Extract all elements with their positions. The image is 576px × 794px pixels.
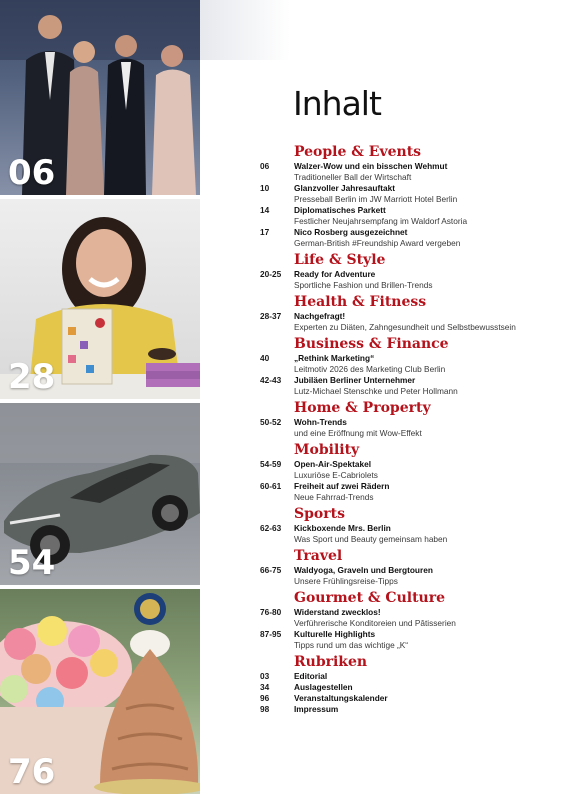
page-number-label: 76	[8, 752, 56, 792]
photo-people-events	[0, 0, 200, 195]
toc-entry	[260, 353, 570, 375]
toc-page-number: 66-75	[260, 565, 282, 575]
toc-text	[294, 205, 570, 227]
toc-page-number: 98	[260, 704, 270, 714]
toc-entry-title: Nachgefragt!	[294, 311, 346, 321]
toc-entry-title: Waldyoga, Graveln und Bergtouren	[294, 565, 433, 575]
toc-entry-subtitle: Verführerische Konditoreien und Pâtisserien	[294, 618, 456, 628]
toc-entry-subtitle: Tipps rund um das wichtige „K“	[294, 640, 409, 650]
toc-entry	[260, 311, 570, 333]
toc-text	[294, 629, 570, 651]
toc-entry-subtitle: Luxuriöse E-Cabriolets	[294, 470, 378, 480]
page-number-label: 28	[8, 357, 56, 397]
toc-text	[294, 481, 570, 503]
section-heading: Mobility	[294, 442, 360, 458]
toc-entry	[260, 693, 570, 704]
section-heading: People & Events	[294, 144, 422, 160]
toc-page-number: 34	[260, 682, 270, 692]
toc-entry-subtitle: Unsere Frühlingsreise-Tipps	[294, 576, 398, 586]
toc-entry-title: Widerstand zwecklos!	[294, 607, 381, 617]
toc-entry-subtitle: Sportliche Fashion und Brillen-Trends	[294, 280, 433, 290]
toc-page-number: 17	[260, 227, 270, 237]
section-heading: Health & Fitness	[294, 294, 427, 310]
toc-entry	[260, 459, 570, 481]
toc-text	[294, 671, 570, 682]
toc-text	[294, 693, 570, 704]
toc-entry-title: Kickboxende Mrs. Berlin	[294, 523, 391, 533]
section-heading: Sports	[294, 506, 345, 522]
toc-page-number: 20-25	[260, 269, 282, 279]
toc-entry-subtitle: Neue Fahrrad-Trends	[294, 492, 374, 502]
toc-text	[294, 565, 570, 587]
section-heading: Life & Style	[294, 252, 386, 268]
toc-entry-subtitle: und eine Eröffnung mit Wow-Effekt	[294, 428, 422, 438]
toc-entry-subtitle: Festlicher Neujahrsempfang im Waldorf Astoria	[294, 216, 468, 226]
toc-entry-title: Impressum	[294, 704, 339, 714]
toc-entry-title: Freiheit auf zwei Rädern	[294, 481, 390, 491]
toc-entry	[260, 481, 570, 503]
section-heading: Rubriken	[294, 654, 368, 670]
toc-entry	[260, 417, 570, 439]
toc-entry-subtitle: German-British #Freundship Award vergeben	[294, 238, 461, 248]
toc-entry	[260, 183, 570, 205]
toc-text	[294, 227, 570, 249]
toc-page-number: 06	[260, 161, 270, 171]
toc-entry-subtitle: Was Sport und Beauty gemeinsam haben	[294, 534, 448, 544]
toc-entry	[260, 205, 570, 227]
toc-entry-title: Wohn-Trends	[294, 417, 347, 427]
toc-text	[294, 459, 570, 481]
toc-entry-title: Diplomatisches Parkett	[294, 205, 386, 215]
toc-page-number: 14	[260, 205, 270, 215]
toc-entry-title: Ready for Adventure	[294, 269, 376, 279]
toc-entry-title: Editorial	[294, 671, 328, 681]
toc-entry-title: Auslagestellen	[294, 682, 353, 692]
toc-page-number: 96	[260, 693, 270, 703]
toc-entry	[260, 671, 570, 682]
toc-text	[294, 375, 570, 397]
toc-entry	[260, 227, 570, 249]
toc-text	[294, 183, 570, 205]
toc-entry-title: Nico Rosberg ausgezeichnet	[294, 227, 408, 237]
section-heading: Gourmet & Culture	[294, 590, 445, 606]
toc-page-number: 62-63	[260, 523, 282, 533]
toc-text	[294, 311, 570, 333]
toc-text	[294, 161, 570, 183]
toc-page-number: 87-95	[260, 629, 282, 639]
toc-text	[294, 417, 570, 439]
toc-entry	[260, 704, 570, 715]
toc-entry	[260, 269, 570, 291]
toc-entry-subtitle: Traditioneller Ball der Wirtschaft	[294, 172, 412, 182]
toc-page-number: 54-59	[260, 459, 282, 469]
toc-page-number: 60-61	[260, 481, 282, 491]
toc-page-number: 28-37	[260, 311, 282, 321]
toc-page-number: 50-52	[260, 417, 282, 427]
toc-entry	[260, 161, 570, 183]
photo-health-fitness	[0, 199, 200, 399]
toc-page-number: 10	[260, 183, 270, 193]
toc-entry	[260, 375, 570, 397]
page-title: Inhalt	[293, 84, 381, 123]
photo-gourmet	[0, 589, 200, 794]
toc-entry	[260, 565, 570, 587]
toc-entry-title: Jubiläen Berliner Unternehmer	[294, 375, 416, 385]
toc-page-number: 42-43	[260, 375, 282, 385]
toc-page-number: 40	[260, 353, 270, 363]
toc-text	[294, 523, 570, 545]
toc-entry	[260, 523, 570, 545]
section-heading: Business & Finance	[294, 336, 449, 352]
toc-text	[294, 704, 570, 715]
toc-text	[294, 353, 570, 375]
table-of-contents	[260, 144, 570, 715]
toc-entry-title: Veranstaltungskalender	[294, 693, 388, 703]
toc-page-number: 76-80	[260, 607, 282, 617]
toc-text	[294, 682, 570, 693]
toc-entry-subtitle: Leitmotiv 2026 des Marketing Club Berlin	[294, 364, 446, 374]
page-number-label: 54	[8, 543, 56, 583]
toc-entry-subtitle: Experten zu Diäten, Zahngesundheit und Selbstbewusstsein	[294, 322, 516, 332]
toc-entry-subtitle: Lutz-Michael Stenschke und Peter Hollmann	[294, 386, 458, 396]
toc-entry	[260, 607, 570, 629]
section-heading: Travel	[294, 548, 343, 564]
toc-entry-title: Kulturelle Highlights	[294, 629, 376, 639]
toc-entry-title: Walzer-Wow und ein bisschen Wehmut	[294, 161, 448, 171]
toc-text	[294, 607, 570, 629]
section-heading: Home & Property	[294, 400, 431, 416]
toc-entry-title: „Rethink Marketing“	[294, 353, 375, 363]
toc-page-number: 03	[260, 671, 270, 681]
toc-entry-subtitle: Presseball Berlin im JW Marriott Hotel Berlin	[294, 194, 458, 204]
toc-entry-title: Glanzvoller Jahresauftakt	[294, 183, 395, 193]
photo-bleed-decoration	[200, 0, 290, 60]
toc-entry	[260, 629, 570, 651]
page-number-label: 06	[8, 153, 56, 193]
toc-text	[294, 269, 570, 291]
photo-mobility	[0, 403, 200, 585]
toc-entry	[260, 682, 570, 693]
toc-entry-title: Open-Air-Spektakel	[294, 459, 371, 469]
